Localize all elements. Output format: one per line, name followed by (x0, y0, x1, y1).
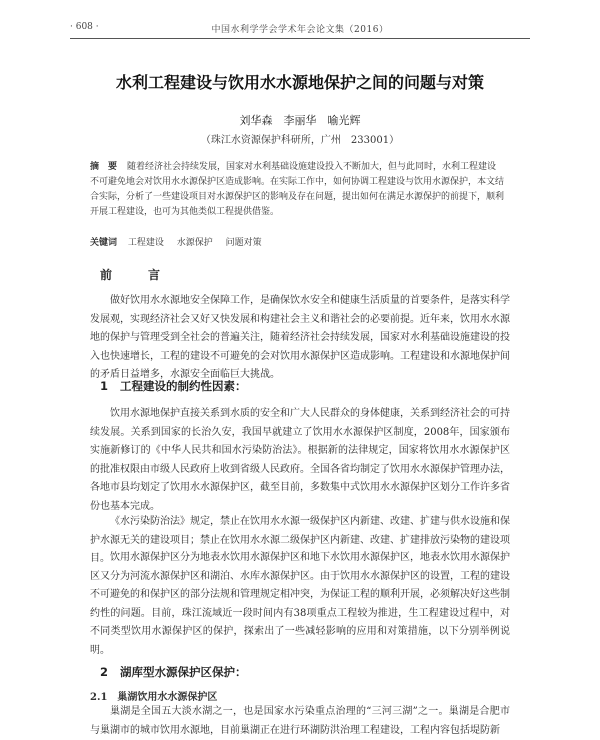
abstract-label: 摘 要 (90, 162, 118, 172)
page-number: · 608 · (70, 22, 99, 32)
section-1-paragraph-3: 饮用水源保护区分为地表水饮用水源保护区和地下水饮用水源保护区，地表水饮用水源保护区又分为河流水源保护区和湖泊、水库水源保护区。由于饮用水水源保护区的设置，工程的建设不可避免的和保护区的部分法规和管理规定相冲突，为保证工程的顺利开展，必须解决好这些制约性的问题。目前，珠江流域近一段时间内有38项重点工程较为推进，生工程建设过程中，对不同类型饮用水源保护区的保护，探索出了一些减轻影响的应用和对策措施，以下分别举例说明。 (90, 552, 510, 656)
intro-heading: 前 言 (100, 268, 173, 282)
section-1-paragraph-1: 饮用水源地保护直接关系到水质的安全和广大人民群众的身体健康，关系到经济社会的可持续发展。关系到国家的长治久安，我国早就建立了饮用水水源保护区制度，2008年，国家颁布实施新修订的《中华人民共和国水污染防治法》。根据新的法律规定，国家将饮用水水源保护区的批准权限由市级人民政府上收到省级人民政府。全国各省均制定了饮用水水源保护管理办法，各地市县均划定了饮用水水源保护区，截至目前，多数集中式饮用水水源保护区划分工作许多省份也基本完成。 (90, 408, 510, 512)
journal-title: 中国水利学学会学术年会论文集（2016） (211, 25, 389, 35)
running-header (70, 20, 530, 36)
section-1-title: 工程建设的制约性因素： (120, 379, 247, 393)
section-2-title: 湖库型水源保护区保护： (120, 665, 247, 679)
affiliation: （珠江水资源保护科研所，广州 233001） (200, 135, 400, 146)
section-2-heading (100, 664, 247, 680)
intro-paragraph: 做好饮用水水源地安全保障工作，是确保饮水安全和健康生活质量的首要条件，是落实科学发展观，实现经济社会又好又快发展和构建社会主义和谐社会的必要前提。近年来，饮用水水源地的保护与管理受到全社会的普遍关注，随着经济社会持续发展，国家对水利基础设施建设的投入也快速增长，工程的建设不可避免的会对饮用水源保护区造成影响。工程建设和水源地保护间的矛盾日益增多，水源安全面临巨大挑战。 (90, 295, 510, 380)
section-2-paragraph: 巢湖是全国五大淡水湖之一，也是国家水污染重点治理的“三河三湖”之一。巢湖是合肥市与巢湖市的城市饮用水源地，目前巢湖正在进行环湖防洪治理工程建设，工程内容包括堤防新 (90, 706, 510, 736)
keywords-label: 关键词 (90, 238, 118, 248)
keywords (90, 235, 505, 248)
abstract-text: 随着经济社会持续发展，国家对水利基础设施建设投入不断加大，但与此同时，水利工程建设不可避免地会对饮用水水源保护区造成影响。在实际工作中，如何协调工程建设与饮用水源保护，本文结合实际，分析了一些建设项目对水源保护区的影响及存在问题，提出如何在满足水源保护的前提下，顺利开展工程建设，也可为其他类似工程提供借鉴。 (90, 162, 505, 217)
keyword-item: 问题对策 (225, 238, 262, 248)
subsection-2-1-number: 2.1 (90, 692, 108, 703)
abstract (90, 160, 505, 220)
section-1-heading (100, 378, 247, 394)
section-1-number: 1 (100, 379, 109, 393)
subsection-2-1-heading (90, 688, 217, 703)
article-title: 水利工程建设与饮用水水源地保护之间的问题与对策 (115, 73, 484, 92)
header-rule (70, 38, 530, 39)
keyword-item: 水源保护 (176, 238, 213, 248)
subsection-2-1-title: 巢湖饮用水水源保护区 (117, 692, 218, 703)
section-1-paragraph-2: 《水污染防治法》规定，禁止在饮用水水源一级保护区内新建、改建、扩建与供水设施和保护水源无关的建设项目；禁止在饮用水水源二级保护区内新建、改建、扩建排放污染物的建设项目。 (90, 516, 510, 564)
authors: 刘华森 李丽华 喻光辉 (239, 114, 361, 127)
section-2-number: 2 (100, 665, 109, 679)
keyword-item: 工程建设 (127, 238, 164, 248)
